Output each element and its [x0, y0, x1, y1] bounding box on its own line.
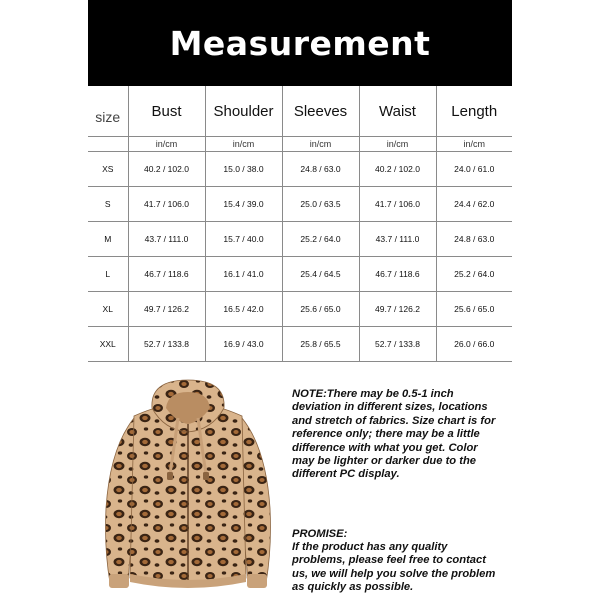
table-row — [88, 327, 512, 362]
promise-title: PROMISE: — [292, 528, 348, 540]
header-sleeves: Sleeves — [282, 86, 359, 137]
table-cell: 25.8 / 65.5 — [282, 327, 359, 362]
table-cell: 25.2 / 64.0 — [436, 257, 512, 292]
table-cell: 15.0 / 38.0 — [205, 152, 282, 187]
table-row — [88, 222, 512, 257]
table-cell: 52.7 / 133.8 — [128, 327, 205, 362]
unit-cell: in/cm — [282, 137, 359, 152]
size-chart-table — [88, 86, 512, 362]
table-cell: 16.5 / 42.0 — [205, 292, 282, 327]
size-label: XL — [88, 292, 128, 327]
table-cell: 15.7 / 40.0 — [205, 222, 282, 257]
table-row — [88, 257, 512, 292]
table-cell: 40.2 / 102.0 — [359, 152, 436, 187]
table-cell: 26.0 / 66.0 — [436, 327, 512, 362]
table-cell: 24.8 / 63.0 — [436, 222, 512, 257]
table-header-row — [88, 86, 512, 137]
title-banner — [88, 0, 512, 86]
table-cell: 25.4 / 64.5 — [282, 257, 359, 292]
table-cell: 24.0 / 61.0 — [436, 152, 512, 187]
table-cell: 40.2 / 102.0 — [128, 152, 205, 187]
table-row — [88, 292, 512, 327]
table-cell: 16.9 / 43.0 — [205, 327, 282, 362]
table-cell: 46.7 / 118.6 — [359, 257, 436, 292]
table-cell: 46.7 / 118.6 — [128, 257, 205, 292]
table-cell: 25.0 / 63.5 — [282, 187, 359, 222]
unit-cell: in/cm — [359, 137, 436, 152]
unit-row — [88, 137, 512, 152]
header-length: Length — [436, 86, 512, 137]
unit-cell: in/cm — [128, 137, 205, 152]
header-shoulder: Shoulder — [205, 86, 282, 137]
table-cell: 41.7 / 106.0 — [128, 187, 205, 222]
header-size: size — [88, 86, 128, 137]
size-label: M — [88, 222, 128, 257]
table-cell: 49.7 / 126.2 — [359, 292, 436, 327]
table-row — [88, 187, 512, 222]
size-label: XS — [88, 152, 128, 187]
table-cell: 16.1 / 41.0 — [205, 257, 282, 292]
table-row — [88, 152, 512, 187]
page-title: Measurement — [169, 23, 431, 63]
table-cell: 24.4 / 62.0 — [436, 187, 512, 222]
table-cell: 43.7 / 111.0 — [359, 222, 436, 257]
note-text: NOTE:There may be 0.5-1 inch deviation in different sizes, locations and stretch of fabrics. Size chart is for reference only; there may be a little difference with what you get. Color may be lighter or darker due to the different PC display. — [292, 388, 496, 481]
table-cell: 49.7 / 126.2 — [128, 292, 205, 327]
table-cell: 25.6 / 65.0 — [436, 292, 512, 327]
header-bust: Bust — [128, 86, 205, 137]
table-cell: 41.7 / 106.0 — [359, 187, 436, 222]
table-cell: 15.4 / 39.0 — [205, 187, 282, 222]
table-cell: 52.7 / 133.8 — [359, 327, 436, 362]
size-label: S — [88, 187, 128, 222]
unit-cell — [88, 137, 128, 152]
table-cell: 24.8 / 63.0 — [282, 152, 359, 187]
table-cell: 25.2 / 64.0 — [282, 222, 359, 257]
unit-cell: in/cm — [436, 137, 512, 152]
table-cell: 43.7 / 111.0 — [128, 222, 205, 257]
size-label: XXL — [88, 327, 128, 362]
leopard-jacket-image — [100, 378, 276, 594]
unit-cell: in/cm — [205, 137, 282, 152]
table-cell: 25.6 / 65.0 — [282, 292, 359, 327]
header-waist: Waist — [359, 86, 436, 137]
size-label: L — [88, 257, 128, 292]
promise-text: If the product has any quality problems, please feel free to contact us, we will help you solve the problem as quickly as possible. — [292, 541, 496, 594]
